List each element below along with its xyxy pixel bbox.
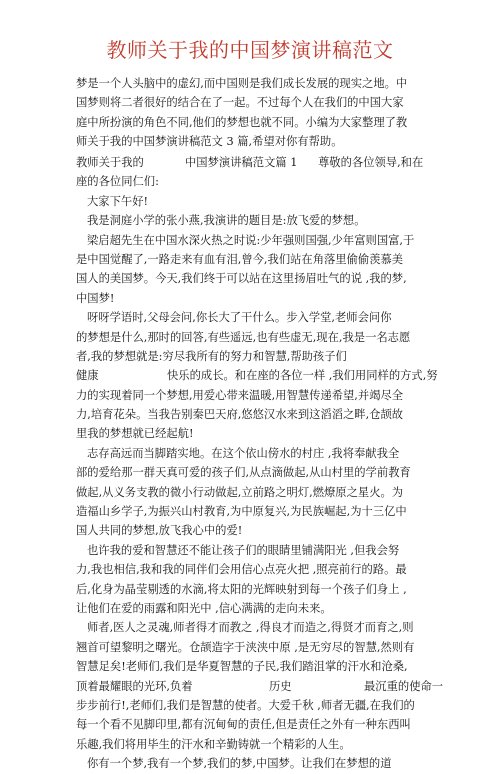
body-line-split: [76, 366, 436, 385]
body-line: 部的爱给那一群天真可爱的孩子们,从点滴做起,从山村里的学前教育: [76, 466, 411, 480]
body-line: 智慧足矣!老师们,我们是华夏智慧的子民,我们踏沮掌的汗水和沧桑,: [76, 660, 408, 674]
intro-line: 国梦则将二者很好的结合在了一起。不过每个人在我们的中国大家: [76, 96, 404, 110]
body-line: 者,我的梦想就是:穷尽我所有的努力和智慧,帮助孩子们: [76, 349, 347, 363]
body-line-part: 历史: [269, 679, 292, 693]
body-line: 大家下午好!: [87, 194, 149, 208]
body-line: 里我的梦想就已经起航!: [76, 427, 194, 441]
intro-paragraph: [76, 74, 436, 152]
body-line: 乐趣,我们将用毕生的汗水和辛勤铸就一个精彩的人生。: [76, 737, 351, 751]
body-line: 座的各位同仁们:: [76, 175, 159, 189]
intro-line: 师关于我的中国梦演讲稿范文 3 篇,希望对你有帮助。: [76, 135, 343, 149]
body-line-part: 健康: [76, 369, 99, 383]
body-line: 师者,医人之灵魂,师者得才而教之 ,得良才而造之,得贤才而育之,则: [87, 621, 414, 635]
body-line: 让他们在爱的雨露和阳光中 ,信心满满的走向未来。: [76, 601, 332, 615]
body-line: 力,培育花朵。当我告别秦巴天府,悠悠汉水来到这滔滔之畔,仓颉故: [76, 408, 404, 422]
body-line: 国人共同的梦想,放飞我心中的爱!: [76, 524, 243, 538]
body-line-part: 快乐的成长。和在座的各位一样 ,我们用同样的方式,努: [167, 369, 438, 383]
body-line: 我是洞庭小学的张小燕,我演讲的题目是:放飞爱的梦想。: [87, 214, 366, 228]
body-line: 力的实现着同一个梦想,用爱心带来温暖,用智慧传递希望,并竭尽全: [76, 388, 404, 402]
body-line: 梁启超先生在中国水深火热之时说:少年强则国强,少年富则国富,于: [87, 233, 415, 247]
body-line: 后,化身为晶莹剔透的水滴,将太阳的光辉映射到每一个孩子们身上 ,: [76, 582, 407, 596]
body-line: 也许我的爱和智慧还不能让孩子们的眼睛里铺满阳光 ,但我会努: [87, 543, 400, 557]
heading-part-1: 教师关于我的: [76, 156, 144, 169]
intro-line: 梦是一个人头脑中的虚幻,而中国则是我们成长发展的现实之地。中: [76, 77, 408, 90]
body-line: 中国梦!: [76, 291, 115, 305]
body-line: 做起,从义务支教的微小行动做起,立前路之明灯,燃燎原之星火。为: [76, 485, 404, 499]
section-heading: [76, 153, 436, 172]
body-line: 力,我也相信,我和我的同伴们会用信心点亮火把 ,照亮前行的路。最: [76, 563, 407, 577]
document-title: 教师关于我的中国梦演讲稿范文: [106, 38, 394, 62]
intro-line: 庭中所扮演的角色不同,他们的梦想也就不同。小编为大家整理了教: [76, 115, 408, 129]
body-line: 每一个看不见脚印里,都有沉甸甸的责任,但是责任之外有一种东西叫: [76, 718, 411, 732]
body-line: 步步前行!,老师们,我们是智慧的使者。大爱千秋 ,师者无疆,在我们的: [76, 698, 415, 712]
body-line: 呀呀学语时,父母会问,你长大了干什么。步入学堂,老师会问你: [87, 311, 392, 325]
body-line-split: [76, 677, 444, 696]
heading-part-2: 中国梦演讲稿范文篇 1: [185, 156, 298, 169]
body-line: 国人的美国梦。今天,我们终于可以站在这里扬眉吐气的说 ,我的梦,: [76, 272, 407, 286]
body-line: 的梦想是什么,那时的回答,有些遥远,也有些虚无,现在,我是一名志愿: [76, 330, 411, 344]
body-line-part: 最沉重的使命一: [364, 679, 444, 693]
body-line: 造福山乡学子,为振兴山村教育,为中原复兴,为民族崛起,为十三亿中: [76, 505, 407, 519]
speech-body: [76, 153, 444, 774]
body-line-part: 顶着最耀眼的光环,负着: [76, 679, 193, 693]
body-line: 你有一个梦,我有一个梦,我们的梦,中国梦。让我们在梦想的道: [87, 757, 392, 771]
body-line: 志存高远而当脚踏实地。在这个依山傍水的村庄 ,我将奉献我全: [87, 446, 400, 460]
body-line: 翘首可望黎明之曙光。仓颉造字于浃浃中原 ,是无穷尽的智慧,然则有: [76, 640, 415, 654]
body-line: 是中国觉醒了,一路走来有血有泪,曾今,我们站在角落里偷偷羡慕美: [76, 252, 404, 266]
heading-part-3: 尊敬的各位领导,和在: [318, 156, 424, 169]
